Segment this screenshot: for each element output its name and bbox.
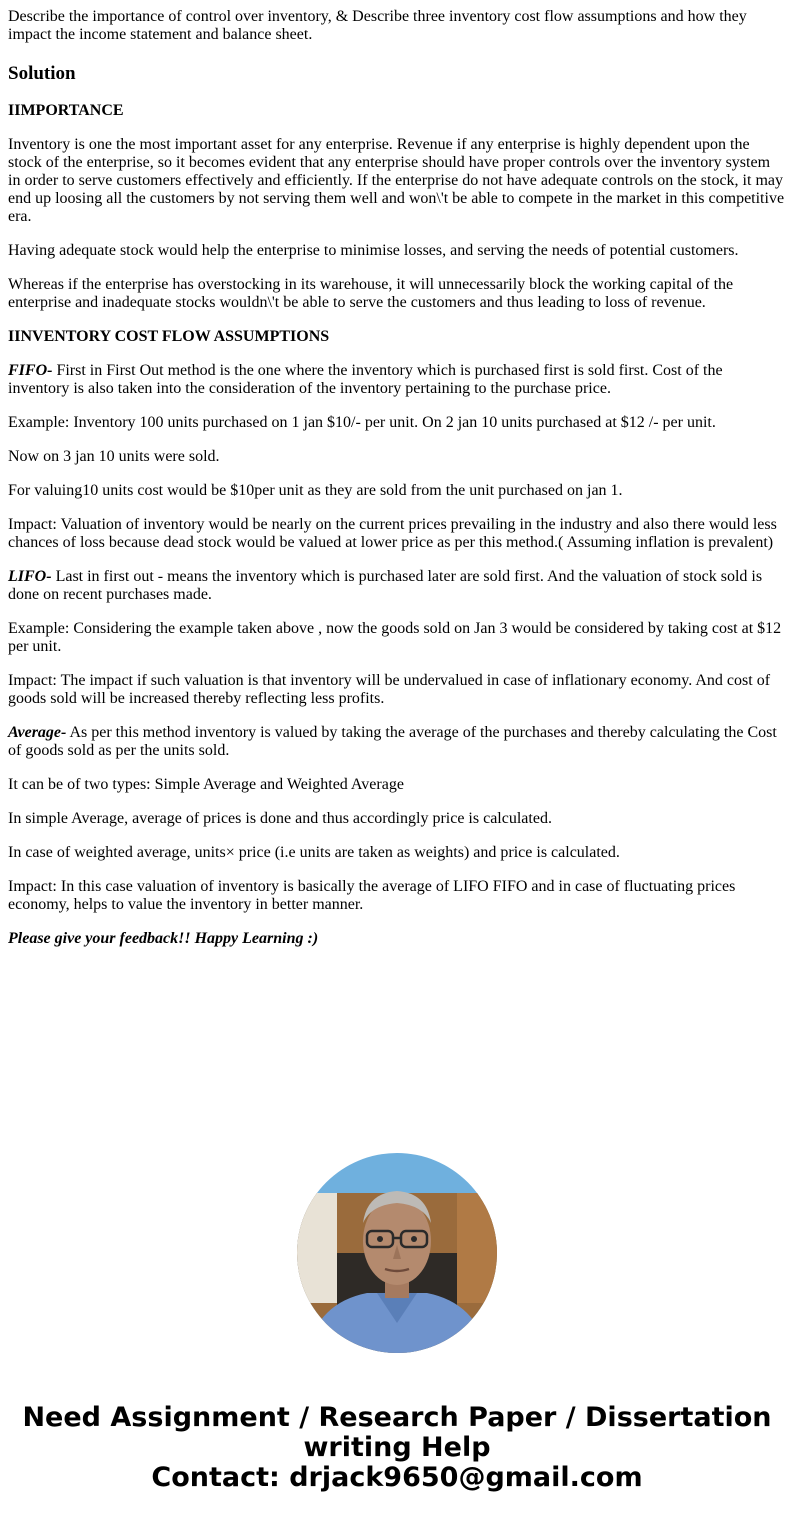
fifo-definition: First in First Out method is the one where the inventory which is purchased first is sold first. Cost of the inventory is also taken into the consideration of the inventory pertaining to the purchase price. <box>8 362 723 397</box>
importance-paragraph-2: Having adequate stock would help the enterprise to minimise losses, and serving the needs of potential customers. <box>8 242 739 259</box>
promo-contact: Contact: drjack9650@gmail.com <box>151 1462 643 1493</box>
average-term: Average- <box>8 724 67 741</box>
average-definition: As per this method inventory is valued by taking the average of the purchases and thereby calculating the Cost of goods sold as per the units sold. <box>8 724 777 759</box>
fifo-impact: Impact: Valuation of inventory would be nearly on the current prices prevailing in the industry and also there would less chances of loss because dead stock would be valued at lower price as per this method.( Assuming inflation is prevalent) <box>8 516 777 551</box>
avatar <box>297 1153 497 1353</box>
fifo-example: Example: Inventory 100 units purchased on 1 jan $10/- per unit. On 2 jan 10 units purchased at $12 /- per unit. <box>8 414 716 431</box>
importance-paragraph-1: Inventory is one the most important asset for any enterprise. Revenue if any enterprise is highly dependent upon the stock of the enterprise, so it becomes evident that any enterprise should have proper controls over the inventory system in order to serve customers effectively and efficiently. If the enterprise do not have adequate controls on the stock, it may end up loosing all the customers by not serving them well and won\'t be able to compete in the market in this competitive era. <box>8 136 785 225</box>
importance-paragraph-3: Whereas if the enterprise has overstocking in its warehouse, it will unnecessarily block the working capital of the enterprise and inadequate stocks wouldn\'t be able to serve the customers and thus leading to loss of revenue. <box>8 276 734 311</box>
promo-line-1: Need Assignment / Research Paper / Dissertation <box>22 1402 772 1433</box>
lifo-definition: Last in first out - means the inventory which is purchased later are sold first. And the valuation of stock sold is done on recent purchases made. <box>8 568 763 603</box>
feedback-text: Please give your feedback!! Happy Learning :) <box>8 930 319 947</box>
fifo-term: FIFO- <box>8 362 53 379</box>
importance-heading: IIMPORTANCE <box>8 102 124 119</box>
average-types: It can be of two types: Simple Average and Weighted Average <box>8 776 404 793</box>
promo-line-2: writing Help <box>303 1432 491 1463</box>
document-body <box>8 8 786 964</box>
average-paragraph <box>8 724 786 760</box>
average-weighted: In case of weighted average, units× price (i.e units are taken as weights) and price is calculated. <box>8 844 620 861</box>
fifo-sold: Now on 3 jan 10 units were sold. <box>8 448 220 465</box>
question-text: Describe the importance of control over inventory, & Describe three inventory cost flow assumptions and how they impact the income statement and balance sheet. <box>8 8 747 43</box>
solution-heading: Solution <box>8 63 76 84</box>
fifo-valuing: For valuing10 units cost would be $10per unit as they are sold from the unit purchased on jan 1. <box>8 482 623 499</box>
lifo-example: Example: Considering the example taken above , now the goods sold on Jan 3 would be considered by taking cost at $12 per unit. <box>8 620 782 655</box>
lifo-impact: Impact: The impact if such valuation is that inventory will be undervalued in case of inflationary economy. And cost of goods sold will be increased thereby reflecting less profits. <box>8 672 771 707</box>
avatar-portrait <box>297 1153 497 1353</box>
assumptions-heading: IINVENTORY COST FLOW ASSUMPTIONS <box>8 328 330 345</box>
fifo-paragraph <box>8 362 786 398</box>
promo-banner <box>0 1403 794 1493</box>
lifo-paragraph <box>8 568 786 604</box>
average-simple: In simple Average, average of prices is done and thus accordingly price is calculated. <box>8 810 552 827</box>
average-impact: Impact: In this case valuation of inventory is basically the average of LIFO FIFO and in case of fluctuating prices economy, helps to value the inventory in better manner. <box>8 878 736 913</box>
lifo-term: LIFO- <box>8 568 52 585</box>
